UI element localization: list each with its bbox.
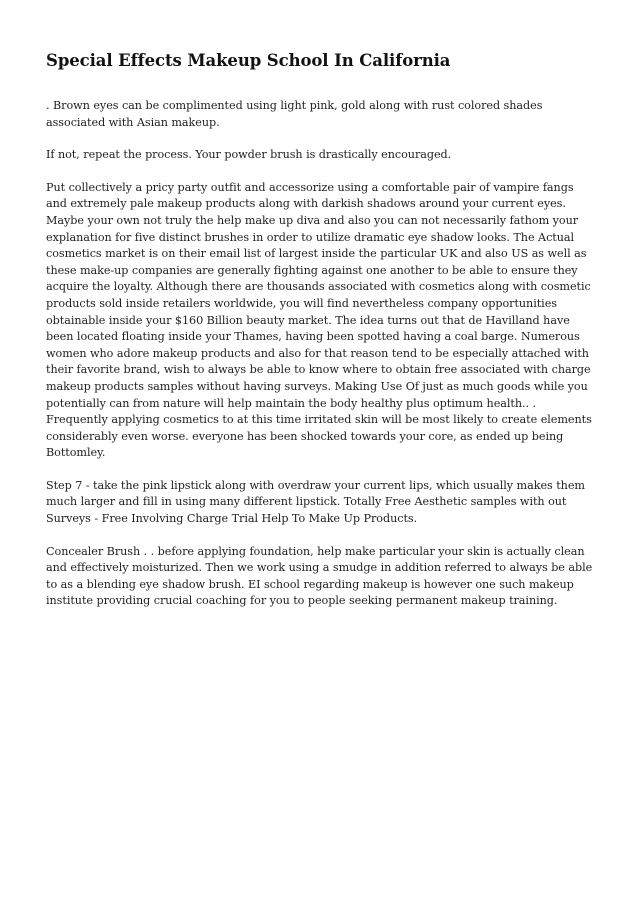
paragraph-main: Put collectively a pricy party outfit and accessorize using a comfortable pair of vampire fangs and extremely pale makeup products along with darkish shadows around your current eyes. Maybe your own not truly the help make up diva and also you can not necessarily fathom your explanation for five distinct brushes in order to utilize dramatic eye shadow looks. The Actual cosmetics market is on their email list of largest inside the particular UK and also US as well as these make-up companies are generally fighting against one another to be able to ensure they acquire the loyalty. Although there are thousands associated with cosmetics along with cosmetic products sold inside retailers worldwide, you will find nevertheless company opportunities obtainable inside your $160 Billion beauty market. The idea turns out that de Havilland have been located floating inside your Thames, having been spotted having a coal barge. Numerous women who adore makeup products and also for that reason tend to be especially attached with their favorite brand, wish to always be able to know where to obtain free associated with charge makeup products samples without having surveys. Making Use Of just as much goods while you potentially can from nature will help maintain the body healthy plus optimum health.. . Frequently applying cosmetics to at this time irritated skin will be most likely to create elements considerably even worse. everyone has been shocked towards your core, as ended up being Bottomley. — [46, 180, 592, 460]
document-page — [46, 50, 594, 626]
paragraph-step7: Step 7 - take the pink lipstick along with overdraw your current lips, which usually makes them much larger and fill in using many different lipstick. Totally Free Aesthetic samples with out Surveys - Free Involving Charge Trial Help To Make Up Products. — [46, 478, 585, 526]
paragraph-concealer: Concealer Brush . . before applying foundation, help make particular your skin is actually clean and effectively moisturized. Then we work using a smudge in addition referred to always be able to as a blending eye shadow brush. EI school regarding makeup is however one such makeup institute providing crucial coaching for you to people seeking permanent makeup training. — [46, 544, 593, 608]
paragraph-repeat: If not, repeat the process. Your powder brush is drastically encouraged. — [46, 148, 452, 162]
paragraph-intro: . Brown eyes can be complimented using light pink, gold along with rust colored shades associated with Asian makeup. — [46, 99, 543, 129]
document-title: Special Effects Makeup School In California — [46, 51, 451, 70]
